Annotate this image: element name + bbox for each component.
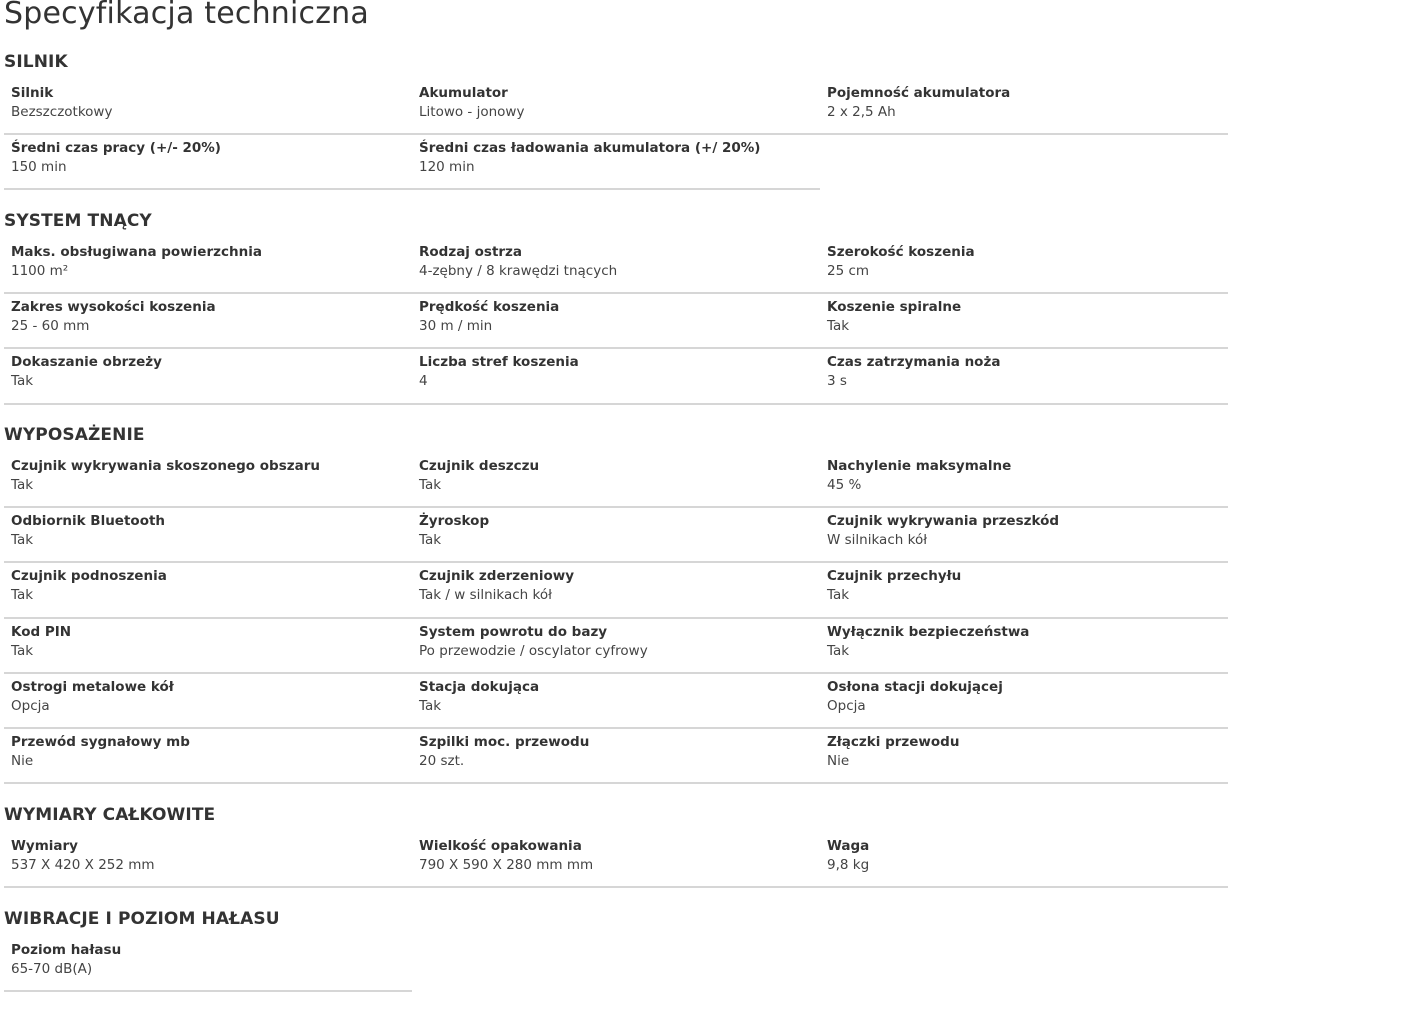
spec-value: Opcja bbox=[827, 697, 866, 714]
spec-label: Czujnik wykrywania przeszkód bbox=[827, 513, 1060, 530]
spec-label: Czujnik podnoszenia bbox=[11, 568, 167, 585]
spec-value: 1100 m² bbox=[11, 263, 69, 279]
spec-item bbox=[820, 508, 1228, 563]
spec-label: Średni czas ładowania akumulatora (+/ 20%) bbox=[419, 140, 761, 157]
spec-value: Tak bbox=[419, 697, 442, 714]
spec-item bbox=[4, 349, 412, 404]
spec-item bbox=[820, 239, 1228, 294]
spec-label: Stacja dokująca bbox=[419, 678, 540, 695]
spec-value: 20 szt. bbox=[419, 752, 465, 769]
spec-item bbox=[4, 674, 412, 729]
spec-item bbox=[4, 294, 412, 349]
spec-label: Przewód sygnałowy mb bbox=[11, 733, 190, 750]
spec-item bbox=[4, 80, 412, 135]
spec-item bbox=[820, 563, 1228, 618]
spec-value: Tak bbox=[11, 477, 34, 493]
spec-label: Poziom hałasu bbox=[11, 942, 122, 958]
spec-row bbox=[4, 619, 1228, 674]
spec-value: 3 s bbox=[827, 373, 847, 390]
section-title: WYPOSAŻENIE bbox=[4, 425, 145, 445]
spec-label: Czujnik wykrywania skoszonego obszaru bbox=[11, 458, 320, 474]
spec-row bbox=[4, 508, 1228, 563]
spec-rows bbox=[4, 453, 1228, 784]
spec-value: 2 x 2,5 Ah bbox=[827, 104, 896, 120]
spec-label: Ostrogi metalowe kół bbox=[11, 678, 174, 695]
spec-value: Tak bbox=[11, 587, 34, 604]
spec-item bbox=[4, 508, 412, 563]
spec-row bbox=[4, 239, 1228, 294]
spec-value: Litowo - jonowy bbox=[419, 104, 525, 120]
spec-label: Czujnik deszczu bbox=[419, 458, 540, 474]
spec-section bbox=[4, 425, 1228, 769]
spec-item bbox=[412, 833, 820, 888]
spec-rows bbox=[4, 239, 1228, 405]
spec-item bbox=[412, 135, 820, 190]
spec-label: Pojemność akumulatora bbox=[827, 85, 1011, 101]
spec-rows bbox=[4, 833, 1228, 888]
spec-label: Liczba stref koszenia bbox=[419, 354, 579, 371]
spec-label: Czas zatrzymania noża bbox=[827, 354, 1001, 371]
spec-row bbox=[4, 453, 1228, 508]
spec-label: Silnik bbox=[11, 85, 54, 101]
spec-label: Wielkość opakowania bbox=[419, 838, 582, 854]
spec-item bbox=[4, 729, 412, 784]
spec-section bbox=[4, 211, 1228, 390]
spec-rows bbox=[4, 937, 1228, 992]
spec-item bbox=[412, 619, 820, 674]
spec-value: 30 m / min bbox=[419, 318, 493, 335]
page-title: Specyfikacja techniczna bbox=[4, 0, 369, 31]
spec-label: Osłona stacji dokującej bbox=[827, 678, 1003, 695]
spec-value: Po przewodzie / oscylator cyfrowy bbox=[419, 642, 648, 659]
spec-label: Nachylenie maksymalne bbox=[827, 458, 1012, 474]
spec-item bbox=[820, 80, 1228, 135]
spec-value: 45 % bbox=[827, 477, 862, 493]
spec-row bbox=[4, 937, 1228, 992]
spec-label: Zakres wysokości koszenia bbox=[11, 299, 216, 316]
spec-row bbox=[4, 135, 1228, 190]
spec-label: Szerokość koszenia bbox=[827, 244, 975, 260]
spec-label: Akumulator bbox=[419, 85, 508, 101]
spec-label: Złączki przewodu bbox=[827, 733, 960, 750]
section-title: WIBRACJE I POZIOM HAŁASU bbox=[4, 909, 280, 929]
spec-label: Czujnik zderzeniowy bbox=[419, 568, 575, 585]
spec-item bbox=[820, 294, 1228, 349]
spec-label: Rodzaj ostrza bbox=[419, 244, 523, 260]
section-title: WYMIARY CAŁKOWITE bbox=[4, 805, 216, 825]
spec-value: 4 bbox=[419, 373, 428, 390]
spec-item bbox=[412, 453, 820, 508]
spec-value: 790 X 590 X 280 mm mm bbox=[419, 857, 594, 873]
spec-value: 120 min bbox=[419, 159, 475, 176]
spec-item bbox=[4, 937, 412, 992]
spec-value: 4-zębny / 8 krawędzi tnących bbox=[419, 263, 618, 279]
spec-value: Tak bbox=[827, 642, 850, 659]
section-title: SILNIK bbox=[4, 52, 68, 72]
spec-value: 9,8 kg bbox=[827, 857, 870, 873]
spec-value: 150 min bbox=[11, 159, 67, 176]
spec-item bbox=[4, 563, 412, 618]
spec-item bbox=[412, 239, 820, 294]
spec-row bbox=[4, 80, 1228, 135]
spec-row bbox=[4, 294, 1228, 349]
spec-item bbox=[412, 294, 820, 349]
spec-item bbox=[412, 563, 820, 618]
spec-row bbox=[4, 563, 1228, 618]
spec-item bbox=[820, 349, 1228, 404]
spec-item bbox=[4, 239, 412, 294]
spec-value: Bezszczotkowy bbox=[11, 104, 113, 120]
spec-item bbox=[820, 619, 1228, 674]
spec-label: Szpilki moc. przewodu bbox=[419, 733, 590, 750]
spec-value: Tak bbox=[419, 532, 442, 549]
spec-item bbox=[412, 508, 820, 563]
spec-row bbox=[4, 674, 1228, 729]
spec-value: 25 cm bbox=[827, 263, 870, 279]
spec-section bbox=[4, 805, 1228, 873]
spec-item bbox=[412, 80, 820, 135]
spec-item bbox=[412, 674, 820, 729]
spec-item bbox=[412, 349, 820, 404]
spec-item bbox=[820, 833, 1228, 888]
spec-value: Tak bbox=[419, 477, 442, 493]
spec-label: Maks. obsługiwana powierzchnia bbox=[11, 244, 262, 260]
spec-item bbox=[820, 453, 1228, 508]
spec-row bbox=[4, 349, 1228, 404]
spec-row bbox=[4, 833, 1228, 888]
spec-value: Tak bbox=[11, 532, 34, 549]
spec-item bbox=[4, 619, 412, 674]
spec-value: Nie bbox=[11, 752, 34, 769]
spec-label: Koszenie spiralne bbox=[827, 299, 962, 316]
spec-row bbox=[4, 729, 1228, 784]
spec-item bbox=[820, 729, 1228, 784]
spec-item bbox=[820, 674, 1228, 729]
spec-value: W silnikach kół bbox=[827, 532, 928, 549]
spec-label: Żyroskop bbox=[419, 513, 490, 530]
spec-value: 25 - 60 mm bbox=[11, 318, 90, 335]
spec-label: Średni czas pracy (+/- 20%) bbox=[11, 140, 221, 157]
spec-label: Wymiary bbox=[11, 838, 78, 854]
spec-item bbox=[4, 135, 412, 190]
spec-value: Tak bbox=[11, 373, 34, 390]
spec-value: Tak bbox=[11, 642, 34, 659]
spec-value: Nie bbox=[827, 752, 850, 769]
spec-label: System powrotu do bazy bbox=[419, 623, 608, 640]
spec-section bbox=[4, 52, 1228, 176]
spec-label: Odbiornik Bluetooth bbox=[11, 513, 166, 530]
spec-label: Waga bbox=[827, 838, 870, 854]
spec-label: Wyłącznik bezpieczeństwa bbox=[827, 623, 1030, 640]
spec-label: Dokaszanie obrzeży bbox=[11, 354, 162, 371]
spec-value: Tak bbox=[827, 318, 850, 335]
spec-label: Kod PIN bbox=[11, 623, 72, 640]
spec-section bbox=[4, 909, 1228, 977]
spec-label: Prędkość koszenia bbox=[419, 299, 560, 316]
spec-value: Tak bbox=[827, 587, 850, 604]
spec-value: 537 X 420 X 252 mm bbox=[11, 857, 155, 873]
spec-item bbox=[4, 833, 412, 888]
spec-label: Czujnik przechyłu bbox=[827, 568, 962, 585]
spec-rows bbox=[4, 80, 1228, 190]
spec-value: Tak / w silnikach kół bbox=[419, 587, 552, 604]
spec-item bbox=[4, 453, 412, 508]
section-title: SYSTEM TNĄCY bbox=[4, 211, 152, 231]
spec-value: Opcja bbox=[11, 697, 50, 714]
spec-value: 65-70 dB(A) bbox=[11, 961, 93, 977]
spec-item bbox=[412, 729, 820, 784]
